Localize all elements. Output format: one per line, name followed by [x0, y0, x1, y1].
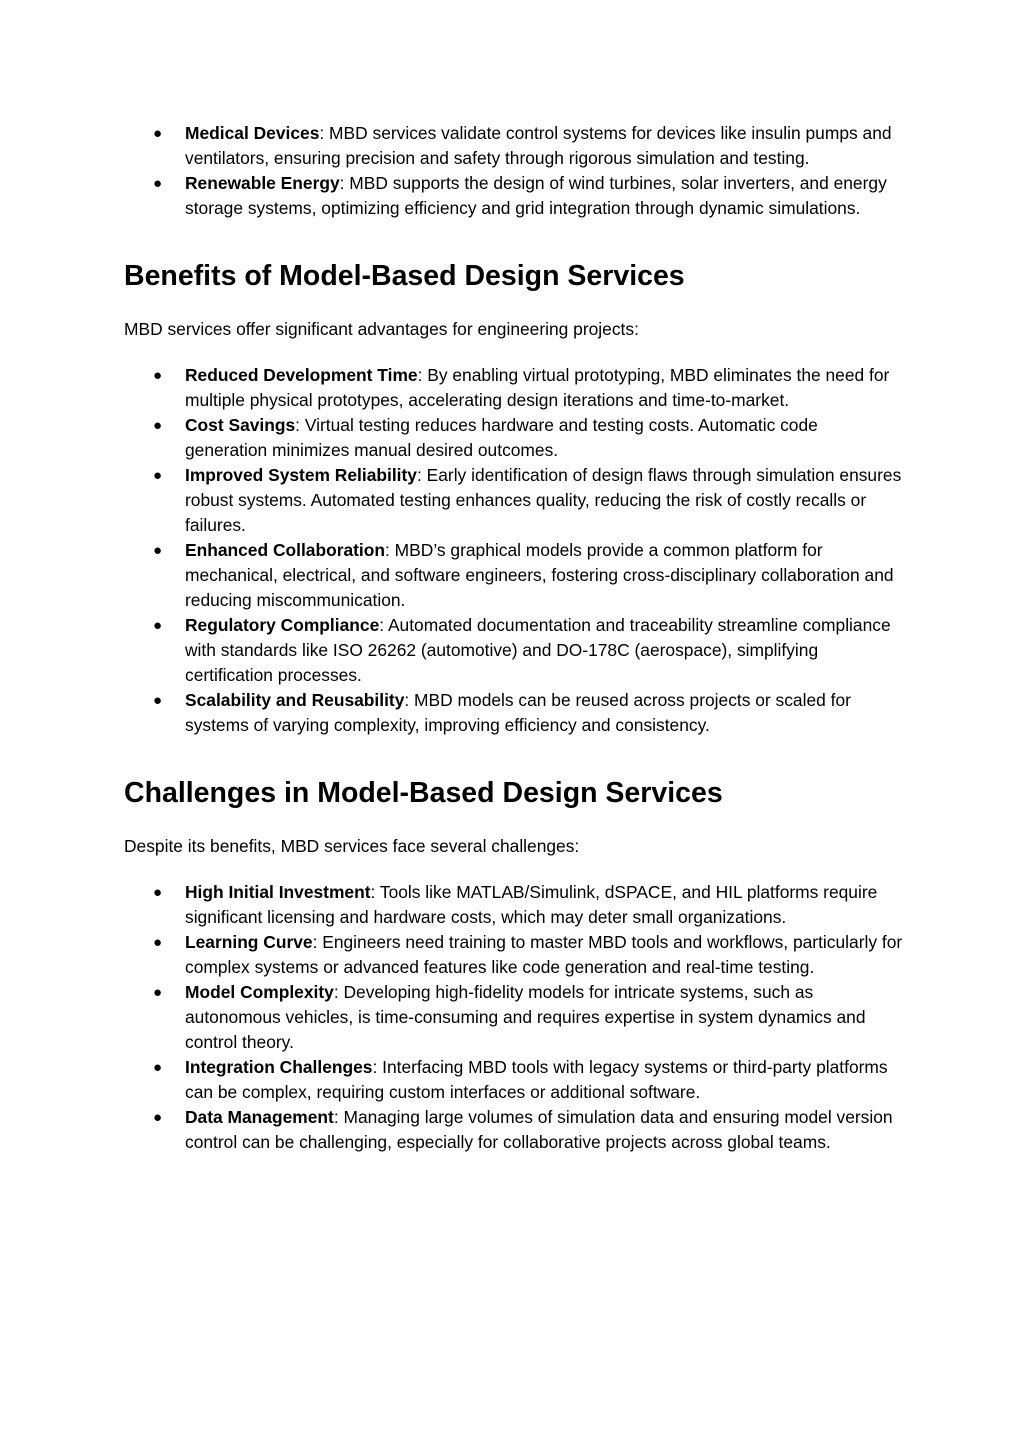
list-item — [124, 1055, 904, 1105]
bullet-icon: ● — [153, 934, 163, 951]
challenges-list — [124, 880, 904, 1155]
list-item-term: Reduced Development Time — [185, 365, 418, 385]
list-item — [124, 1105, 904, 1155]
list-item-text: : Managing large volumes of simulation data and ensuring model version control can be challenging, especially for collaborative projects across global teams. — [185, 1107, 893, 1152]
industry-applications-list — [124, 121, 904, 221]
bullet-icon: ● — [153, 617, 163, 634]
benefits-intro: MBD services offer significant advantages for engineering projects: — [124, 319, 639, 339]
document-content — [124, 121, 904, 1155]
benefits-heading: Benefits of Model-Based Design Services — [124, 260, 685, 292]
bullet-icon: ● — [153, 417, 163, 434]
list-item-text: : Early identification of design flaws through simulation ensures robust systems. Automated testing enhances quality, reducing the risk of costly recalls or failures. — [185, 465, 902, 535]
list-item — [124, 171, 904, 221]
list-item-term: Learning Curve — [185, 932, 313, 952]
list-item-term: Renewable Energy — [185, 173, 340, 193]
list-item — [124, 413, 904, 463]
bullet-icon: ● — [153, 542, 163, 559]
list-item-text: : Engineers need training to master MBD tools and workflows, particularly for complex systems or advanced features like code generation and real-time testing. — [185, 932, 903, 977]
list-item-term: Medical Devices — [185, 123, 320, 143]
list-item — [124, 880, 904, 930]
list-item — [124, 930, 904, 980]
challenges-intro: Despite its benefits, MBD services face several challenges: — [124, 836, 580, 856]
bullet-icon: ● — [153, 467, 163, 484]
list-item-term: Scalability and Reusability — [185, 690, 405, 710]
bullet-icon: ● — [153, 125, 163, 142]
list-item — [124, 688, 904, 738]
list-item-term: Regulatory Compliance — [185, 615, 380, 635]
list-item-text: : Tools like MATLAB/Simulink, dSPACE, and HIL platforms require significant licensing and hardware costs, which may deter small organizations. — [185, 882, 878, 927]
list-item-text: : Developing high-fidelity models for intricate systems, such as autonomous vehicles, is time-consuming and requires expertise in system dynamics and control theory. — [185, 982, 866, 1052]
list-item — [124, 463, 904, 538]
list-item-text: : MBD’s graphical models provide a common platform for mechanical, electrical, and software engineers, fostering cross-disciplinary collaboration and reducing miscommunication. — [185, 540, 894, 610]
list-item — [124, 538, 904, 613]
list-item-term: Enhanced Collaboration — [185, 540, 386, 560]
list-item-text: : Interfacing MBD tools with legacy systems or third-party platforms can be complex, requiring custom interfaces or additional software. — [185, 1057, 888, 1102]
bullet-icon: ● — [153, 884, 163, 901]
list-item-term: Integration Challenges — [185, 1057, 373, 1077]
list-item — [124, 980, 904, 1055]
spacer — [124, 293, 904, 317]
spacer — [124, 859, 904, 880]
spacer — [124, 738, 904, 776]
spacer — [124, 810, 904, 834]
list-item — [124, 121, 904, 171]
list-item-term: Model Complexity — [185, 982, 334, 1002]
list-item-text: : MBD models can be reused across projects or scaled for systems of varying complexity, improving efficiency and consistency. — [185, 690, 851, 735]
list-item-term: Improved System Reliability — [185, 465, 417, 485]
bullet-icon: ● — [153, 1059, 163, 1076]
list-item-term: Data Management — [185, 1107, 334, 1127]
list-item-term: High Initial Investment — [185, 882, 371, 902]
bullet-icon: ● — [153, 692, 163, 709]
list-item-text: : Automated documentation and traceability streamline compliance with standards like ISO 26262 (automotive) and DO-178C (aerospace), simplifying certification processes. — [185, 615, 891, 685]
list-item-text: : Virtual testing reduces hardware and testing costs. Automatic code generation minimizes manual desired outcomes. — [185, 415, 818, 460]
list-item-text: : MBD supports the design of wind turbines, solar inverters, and energy storage systems, optimizing efficiency and grid integration through dynamic simulations. — [185, 173, 887, 218]
list-item — [124, 613, 904, 688]
list-item-term: Cost Savings — [185, 415, 296, 435]
bullet-icon: ● — [153, 175, 163, 192]
bullet-icon: ● — [153, 984, 163, 1001]
challenges-heading: Challenges in Model-Based Design Services — [124, 777, 723, 809]
spacer — [124, 342, 904, 363]
spacer — [124, 221, 904, 259]
bullet-icon: ● — [153, 367, 163, 384]
list-item — [124, 363, 904, 413]
list-item-text: : MBD services validate control systems for devices like insulin pumps and ventilators, ensuring precision and safety through rigorous simulation and testing. — [185, 123, 892, 168]
benefits-list — [124, 363, 904, 738]
list-item-text: : By enabling virtual prototyping, MBD eliminates the need for multiple physical prototypes, accelerating design iterations and time-to-market. — [185, 365, 890, 410]
bullet-icon: ● — [153, 1109, 163, 1126]
